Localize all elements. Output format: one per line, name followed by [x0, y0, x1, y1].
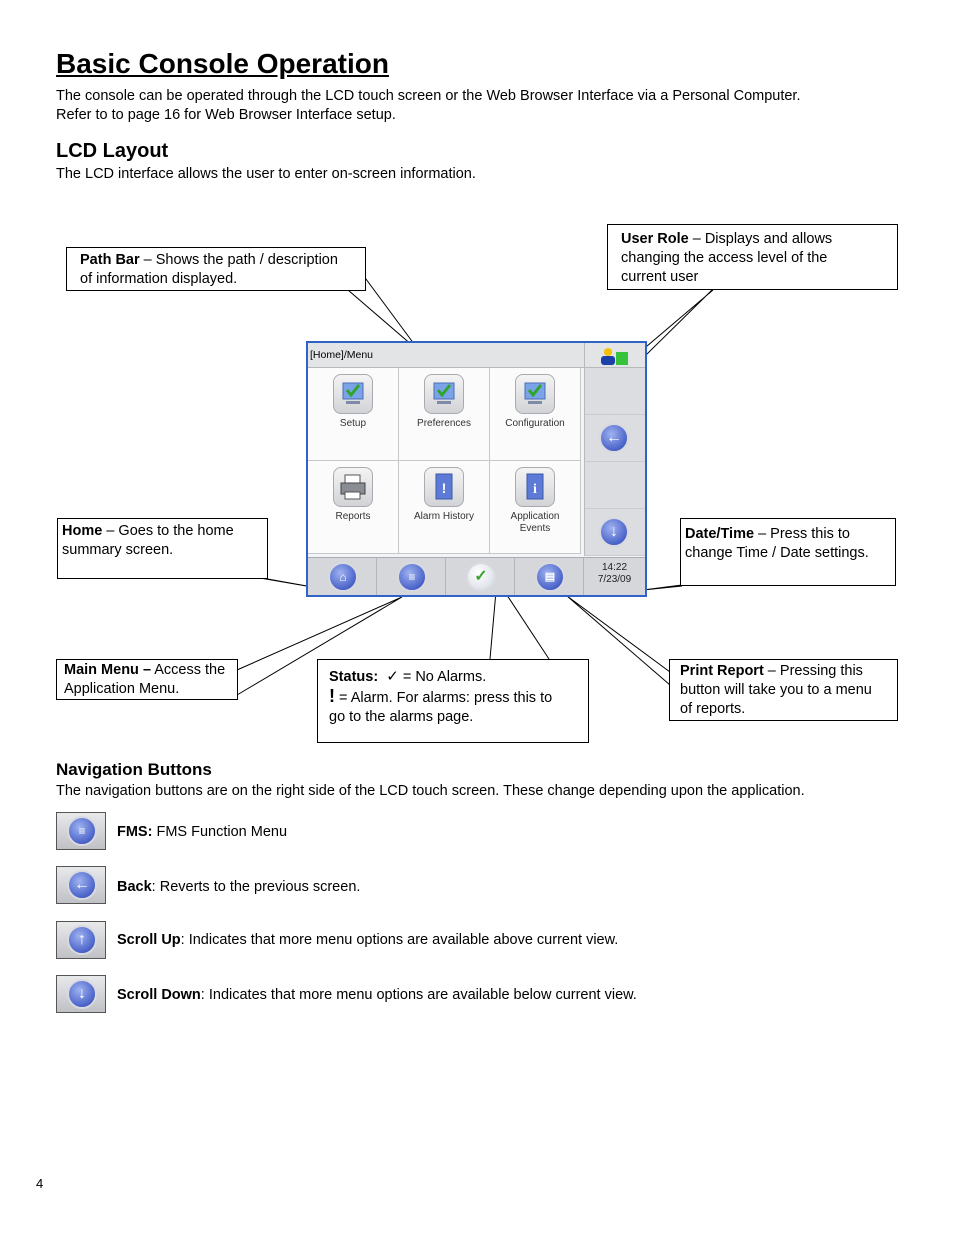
- date-time-callout: Date/Time – Press this to change Time / Date settings.: [680, 518, 896, 586]
- user-role-callout: User Role – Displays and allows changing the access level of the current user: [607, 224, 898, 290]
- nav-item-scroll-up: Scroll Up: Indicates that more menu options are available above current view.: [117, 932, 619, 948]
- fms-menu-icon: ≡: [67, 816, 97, 846]
- tile-configuration[interactable]: [490, 368, 581, 461]
- lcd-bottom-bar: [308, 557, 645, 595]
- nav-cell-empty-bottom: [584, 462, 645, 509]
- home-icon: ⌂: [328, 562, 358, 592]
- tile-label: Setup: [339, 418, 367, 429]
- path-bar-callout: Path Bar – Shows the path / description of information displayed.: [66, 247, 366, 291]
- check-monitor-icon: [515, 374, 555, 414]
- scroll-down-icon[interactable]: ↓: [599, 517, 629, 547]
- tile-label: Reports: [335, 511, 371, 522]
- tile-label: Configuration: [505, 418, 565, 429]
- nav-cell-empty-top: [584, 368, 645, 415]
- lcd-layout-description: The LCD interface allows the user to enter on-screen information.: [56, 166, 476, 182]
- navigation-heading: Navigation Buttons: [56, 760, 212, 779]
- printer-icon: ▤: [535, 562, 565, 592]
- back-button-image: [56, 866, 106, 904]
- alarm-document-icon: [424, 467, 464, 507]
- scroll-down-button-image: [56, 975, 106, 1013]
- print-report-callout: Print Report – Pressing this button will take you to a menu of reports.: [669, 659, 898, 721]
- date-display: 7/23/09: [597, 574, 632, 585]
- check-mark-icon: ✓: [386, 668, 399, 685]
- path-bar[interactable]: [Home]/Menu: [308, 343, 584, 368]
- tile-label: Application Events: [510, 511, 560, 534]
- tile-preferences[interactable]: [399, 368, 490, 461]
- nav-item-fms: FMS: FMS Function Menu: [117, 824, 288, 840]
- user-role-button[interactable]: [584, 343, 645, 368]
- page-number: 4: [36, 1176, 44, 1191]
- intro-line-2: Refer to to page 16 for Web Browser Interface setup.: [56, 107, 396, 123]
- info-document-icon: [515, 467, 555, 507]
- tile-setup[interactable]: [308, 368, 399, 461]
- nav-item-scroll-down: Scroll Down: Indicates that more menu options are available below current view.: [117, 987, 637, 1003]
- scroll-up-button-image: [56, 921, 106, 959]
- home-button[interactable]: [308, 558, 377, 595]
- svg-text:i: i: [533, 482, 537, 497]
- home-callout: Home – Goes to the home summary screen.: [57, 518, 268, 579]
- print-report-button[interactable]: [515, 558, 584, 595]
- intro-line-1: The console can be operated through the LCD touch screen or the Web Browser Interface via a Personal Computer.: [56, 88, 801, 104]
- nav-item-back: Back: Reverts to the previous screen.: [117, 879, 361, 895]
- time-display: 14:22: [601, 562, 628, 573]
- nav-back-cell[interactable]: [584, 415, 645, 462]
- lcd-layout-heading: LCD Layout: [56, 140, 169, 162]
- tile-label: Preferences: [417, 418, 471, 429]
- scroll-up-icon: ↑: [67, 925, 97, 955]
- date-time-button[interactable]: [584, 558, 645, 595]
- main-menu-button[interactable]: [377, 558, 446, 595]
- check-monitor-icon: [424, 374, 464, 414]
- tile-alarm-history[interactable]: [399, 461, 490, 554]
- fms-button-image: [56, 812, 106, 850]
- tile-reports[interactable]: [308, 461, 399, 554]
- status-check-icon: ✓: [466, 562, 496, 592]
- menu-list-icon: ≡: [397, 562, 427, 592]
- tile-application-events[interactable]: [490, 461, 581, 554]
- check-monitor-icon: [333, 374, 373, 414]
- user-role-icon: [599, 346, 631, 366]
- printer-icon: [333, 467, 373, 507]
- navigation-description: The navigation buttons are on the right side of the LCD touch screen. These change depending upon the application.: [56, 783, 805, 799]
- back-arrow-icon: ←: [67, 870, 97, 900]
- status-callout: Status: ✓ = No Alarms. ! = Alarm. For alarms: press this to go to the alarms page.: [317, 659, 589, 743]
- scroll-down-icon: ↓: [67, 979, 97, 1009]
- status-button[interactable]: [446, 558, 515, 595]
- tile-label: Alarm History: [413, 511, 474, 522]
- main-menu-callout: Main Menu – Access the Application Menu.: [56, 659, 238, 700]
- svg-text:!: !: [441, 480, 447, 496]
- back-arrow-icon[interactable]: ←: [599, 423, 629, 453]
- lcd-screen: [306, 341, 647, 597]
- page-title: Basic Console Operation: [56, 48, 389, 79]
- nav-scroll-down-cell[interactable]: [584, 509, 645, 556]
